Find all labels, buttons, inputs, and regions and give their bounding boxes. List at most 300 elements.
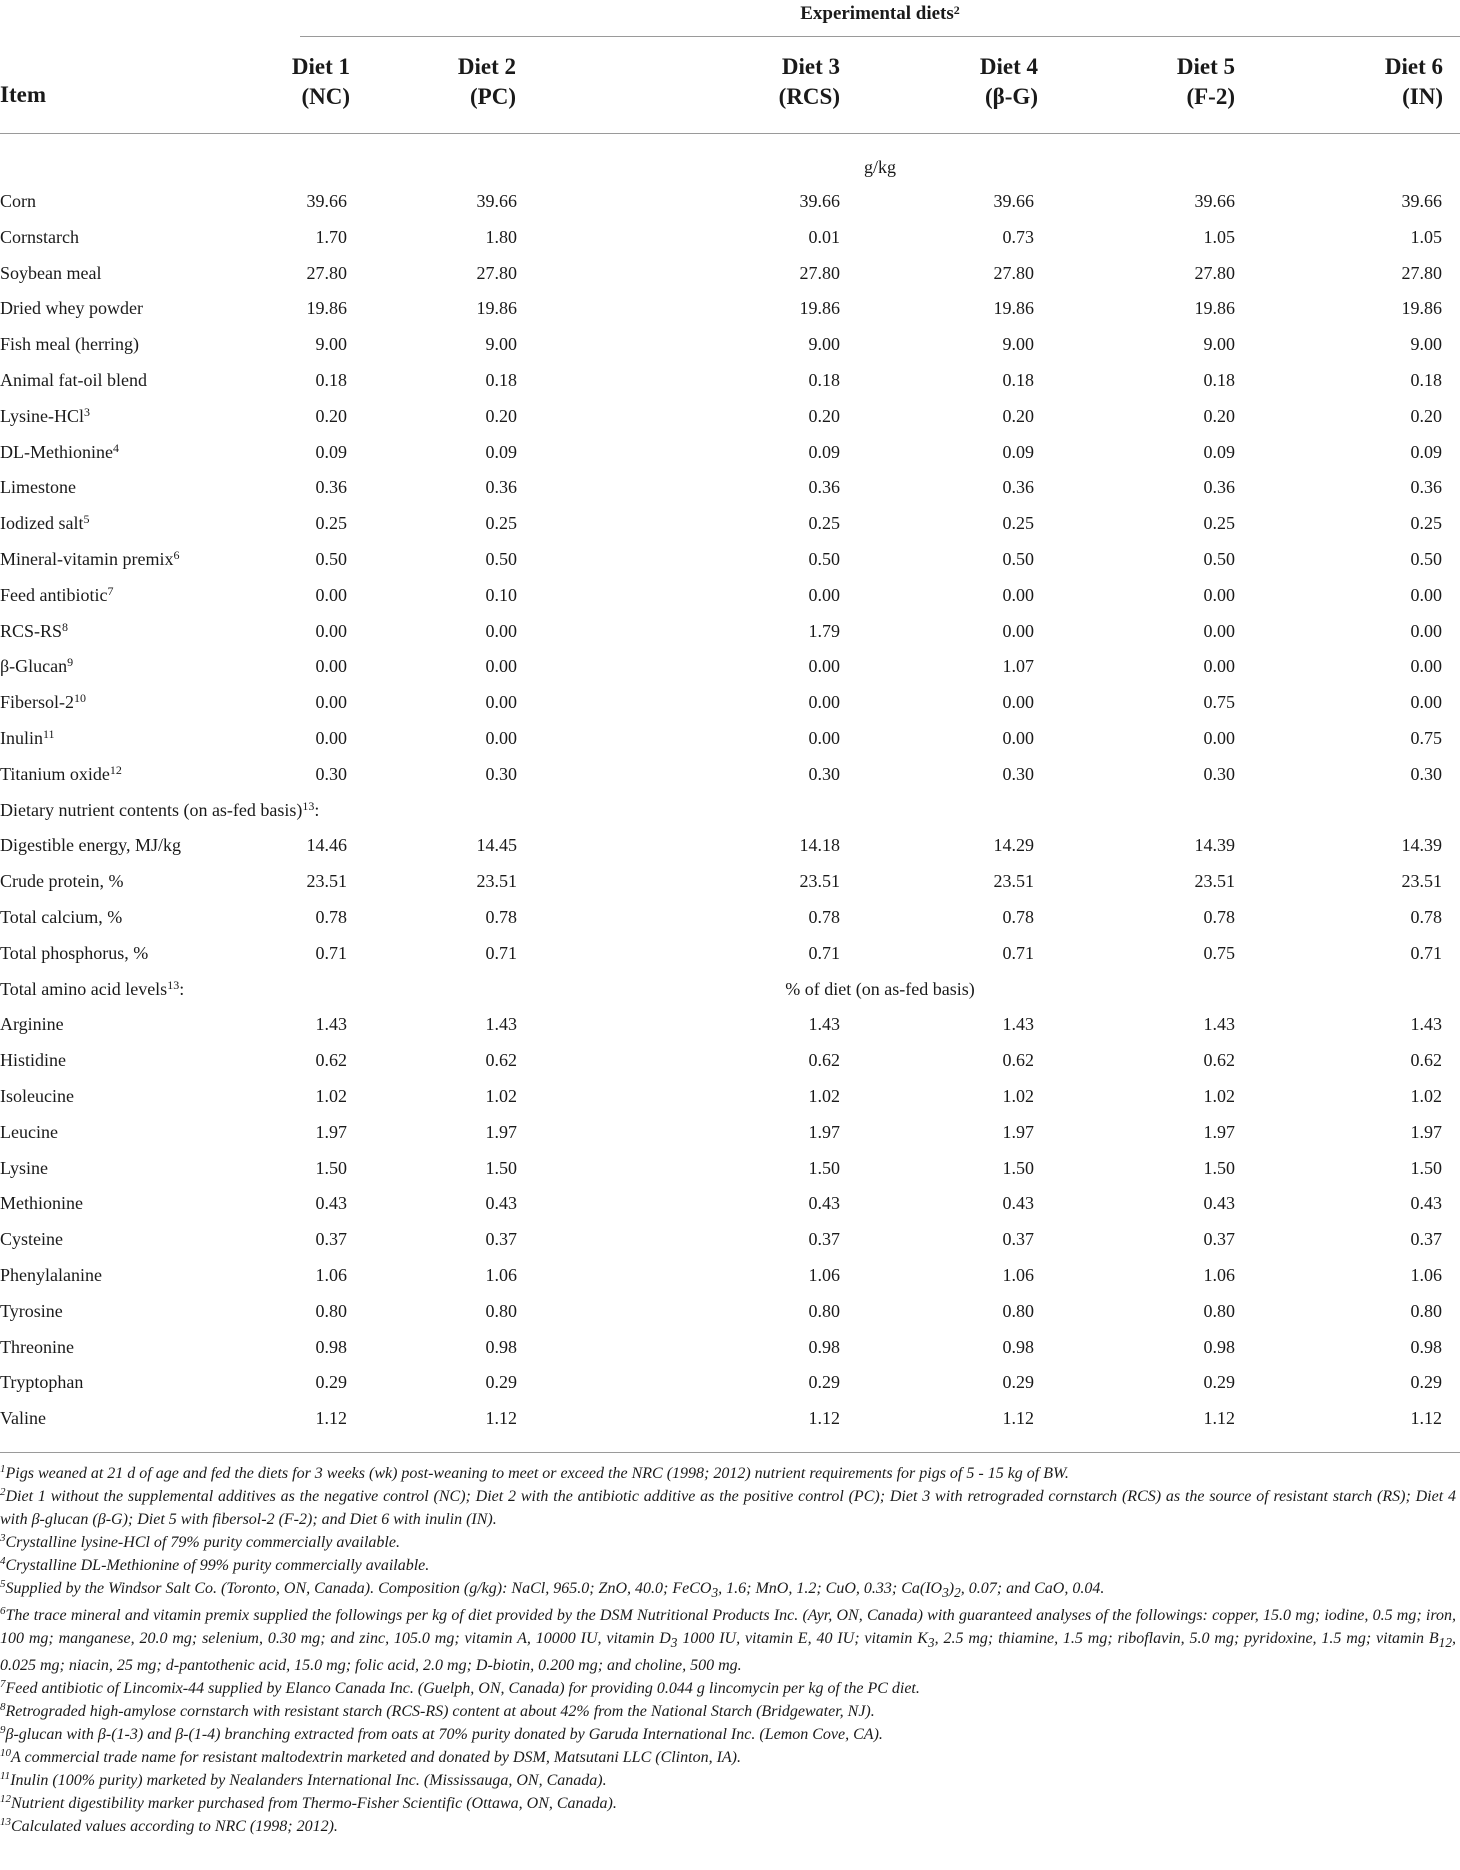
row-label	[0, 1294, 63, 1330]
table-cell: 23.51	[1401, 871, 1442, 892]
table-row	[0, 828, 1460, 864]
table-cell: 0.00	[1203, 656, 1235, 677]
table-cell: 1.02	[1410, 1085, 1442, 1106]
table-cell: 0.00	[315, 620, 347, 641]
table-cell: 0.25	[1002, 513, 1034, 534]
table-row	[0, 399, 1460, 435]
row-label	[0, 363, 147, 399]
footnote-text: Supplied by the Windsor Salt Co. (Toronto, ON, Canada). Composition (g/kg): NaCl, 965.0; ZnO, 40.0; FeCO	[5, 1580, 712, 1597]
table-cell: 0.01	[808, 226, 840, 247]
table-cell: 1.12	[1203, 1408, 1235, 1429]
table-cell: 0.50	[315, 548, 347, 569]
footnote	[0, 1700, 1456, 1723]
diet-column-title: Diet 3	[781, 54, 840, 79]
footnote-marker: 3	[84, 404, 90, 419]
table-cell: 1.43	[1002, 1014, 1034, 1035]
table-cell: 39.66	[476, 191, 517, 211]
table-cell: 0.36	[808, 477, 840, 498]
table-cell: 0.50	[1410, 548, 1442, 569]
table-cell: 39.66	[799, 191, 840, 211]
table-cell: 0.43	[1203, 1193, 1235, 1214]
table-cell: 0.98	[485, 1336, 517, 1357]
item-column-header: Item	[0, 82, 46, 107]
table-row	[0, 1401, 1460, 1437]
footnote-text: The trace mineral and vitamin premix supplied the followings per kg of diet provided by the DSM Nutritional Products Inc. (Ayr, ON, Canada) with guaranteed analyses of the followings: copper, 15.0 mg; iodine, 0.5 mg; iron, 100 mg; manganese, 20.0 mg; selenium, 0.30 mg; and zinc, 105.0 mg; vitamin A, 10000 IU, vitamin D	[0, 1607, 1456, 1648]
section-header-row	[0, 793, 1460, 829]
table-cell: 0.10	[485, 584, 517, 605]
footnote-subscript: 3	[711, 1585, 719, 1601]
table-cell: 0.25	[808, 513, 840, 534]
diet-column-title: Diet 2	[457, 54, 516, 79]
table-row	[0, 1115, 1460, 1151]
table-cell: 0.20	[1002, 405, 1034, 426]
table-cell: 1.97	[808, 1121, 840, 1142]
table-cell: 0.43	[1410, 1193, 1442, 1214]
row-label	[0, 1186, 83, 1222]
row-label	[0, 936, 148, 972]
table-cell: 0.73	[1002, 226, 1034, 247]
table-cell: 19.86	[799, 298, 840, 319]
column-header-row	[0, 52, 1460, 120]
table-cell: 23.51	[476, 871, 517, 892]
table-row	[0, 291, 1460, 327]
table-cell: 0.00	[1002, 692, 1034, 713]
footnote-number: 6	[0, 1605, 6, 1618]
row-label	[0, 327, 139, 363]
table-cell: 39.66	[306, 191, 347, 211]
row-label-text: Cysteine	[0, 1229, 63, 1250]
table-cell: 0.18	[1410, 369, 1442, 390]
table-cell: 1.50	[485, 1157, 517, 1178]
table-cell: 0.37	[315, 1229, 347, 1250]
table-cell: 0.30	[1410, 763, 1442, 784]
table-cell: 0.37	[1410, 1229, 1442, 1250]
row-label-text: Total amino acid levels	[0, 978, 168, 999]
table-cell: 39.66	[1401, 191, 1442, 211]
row-label	[0, 1079, 74, 1115]
table-cell: 0.30	[315, 763, 347, 784]
footnote	[0, 1577, 1456, 1604]
table-cell: 14.46	[306, 835, 347, 856]
table-cell: 0.18	[1203, 369, 1235, 390]
table-cell: 0.50	[1203, 548, 1235, 569]
row-label	[0, 542, 179, 578]
footnote-marker: 4	[112, 440, 119, 455]
footnotes	[0, 1462, 1456, 1838]
row-label	[0, 1222, 63, 1258]
table-cell: 1.06	[1002, 1264, 1034, 1285]
table-cell: 0.80	[315, 1300, 347, 1321]
table-cell: 23.51	[306, 871, 347, 892]
table-row	[0, 363, 1460, 399]
table-cell: 0.09	[485, 441, 517, 462]
table-cell: 0.00	[315, 727, 347, 748]
footnote-subscript: 3	[927, 1635, 935, 1651]
table-cell: 1.06	[1410, 1264, 1442, 1285]
row-label	[0, 828, 181, 864]
table-cell: 0.43	[1002, 1193, 1034, 1214]
table-cell: 1.80	[485, 226, 517, 247]
diet-column-title: Diet 1	[291, 54, 350, 79]
footnote-text: , 1.6; MnO, 1.2; CuO, 0.33; Ca(IO	[718, 1580, 943, 1597]
table-cell: 0.75	[1410, 727, 1442, 748]
unit-label: % of diet (on as-fed basis)	[785, 978, 975, 999]
table-cell: 0.29	[1410, 1372, 1442, 1393]
table-cell: 0.50	[808, 548, 840, 569]
table-cell: 1.02	[1002, 1085, 1034, 1106]
row-label-text: Lysine	[0, 1157, 48, 1178]
footnote	[0, 1746, 1456, 1769]
table-cell: 0.00	[1410, 656, 1442, 677]
section-header-row	[0, 972, 1460, 1008]
diet-column-abbreviation: (RCS)	[778, 84, 840, 109]
table-cell: 1.12	[1410, 1408, 1442, 1429]
footnote-text: Feed antibiotic of Lincomix-44 supplied by Elanco Canada Inc. (Guelph, ON, Canada) for providing 0.044 g lincomycin per kg of the PC diet.	[5, 1680, 920, 1698]
table-row	[0, 542, 1460, 578]
footnote-text: Calculated values according to NRC (1998; 2012).	[11, 1818, 338, 1836]
table-cell: 0.18	[1002, 369, 1034, 390]
table-cell: 0.75	[1203, 942, 1235, 963]
table-row	[0, 220, 1460, 256]
table-cell: 0.09	[808, 441, 840, 462]
row-label	[0, 649, 73, 685]
table-cell: 1.06	[1203, 1264, 1235, 1285]
row-label-text: Total phosphorus, %	[0, 942, 149, 963]
table-cell: 0.78	[1203, 906, 1235, 927]
table-cell: 23.51	[1194, 871, 1235, 892]
footnote-marker: 7	[107, 583, 114, 598]
row-label-text: DL-Methionine	[0, 441, 113, 462]
table-cell: 1.06	[808, 1264, 840, 1285]
table-cell: 9.00	[1410, 334, 1442, 355]
table-cell: 0.78	[808, 906, 840, 927]
table-cell: 0.71	[808, 942, 840, 963]
table-cell: 1.97	[485, 1121, 517, 1142]
table-cell: 0.98	[808, 1336, 840, 1357]
row-label-text: Tyrosine	[0, 1300, 63, 1321]
footnote-number: 10	[0, 1747, 11, 1760]
table-cell: 0.09	[1203, 441, 1235, 462]
table-cell: 0.62	[1002, 1050, 1034, 1071]
table-cell: 0.20	[808, 405, 840, 426]
table-cell: 19.86	[993, 298, 1034, 319]
row-label-text: Lysine-HCl	[0, 405, 84, 426]
table-cell: 0.18	[808, 369, 840, 390]
table-cell: 0.37	[1203, 1229, 1235, 1250]
diet-column-header	[700, 52, 840, 112]
table-cell: 0.00	[315, 584, 347, 605]
table-cell: 0.71	[485, 942, 517, 963]
table-cell: 14.45	[476, 835, 517, 856]
table-row	[0, 184, 1460, 220]
unit-row	[0, 152, 1460, 182]
footnote-marker: 9	[67, 655, 74, 670]
table-cell: 27.80	[993, 262, 1034, 283]
row-label	[0, 900, 122, 936]
table-cell: 0.80	[485, 1300, 517, 1321]
footnote-number: 7	[0, 1678, 6, 1691]
row-label-text: Iodized salt	[0, 513, 84, 534]
table-cell: 0.00	[1002, 727, 1034, 748]
table-cell: 0.20	[485, 405, 517, 426]
table-cell: 1.12	[315, 1408, 347, 1429]
footnote-text: , 0.07; and CaO, 0.04.	[960, 1580, 1105, 1597]
row-label	[0, 1401, 46, 1437]
diet-column-header	[898, 52, 1038, 112]
footnote-number: 5	[0, 1578, 6, 1590]
table-cell: 0.80	[808, 1300, 840, 1321]
row-label-text: Mineral-vitamin premix	[0, 548, 174, 569]
table-cell: 1.12	[1002, 1408, 1034, 1429]
table-cell: 23.51	[993, 871, 1034, 892]
table-cell: 1.12	[485, 1408, 517, 1429]
footnote	[0, 1677, 1456, 1700]
table-cell: 9.00	[1002, 334, 1034, 355]
diet-column-abbreviation: (IN)	[1402, 84, 1443, 109]
footnote	[0, 1462, 1456, 1485]
table-cell: 0.78	[315, 906, 347, 927]
table-cell: 0.62	[315, 1050, 347, 1071]
row-label-text: Methionine	[0, 1193, 83, 1214]
diet-column-header	[1095, 52, 1235, 112]
row-label-text: β-Glucan	[0, 656, 68, 677]
row-label-text: Fish meal (herring)	[0, 334, 139, 355]
table-row	[0, 649, 1460, 685]
diet-column-title: Diet 4	[979, 54, 1038, 79]
table-cell: 1.97	[1410, 1121, 1442, 1142]
table-cell: 1.50	[808, 1157, 840, 1178]
table-cell: 0.37	[485, 1229, 517, 1250]
table-cell: 27.80	[799, 262, 840, 283]
table-cell: 23.51	[799, 871, 840, 892]
table-row	[0, 578, 1460, 614]
group-header-footnote-marker: 2	[953, 3, 960, 17]
footnote-subscript: 3	[670, 1635, 678, 1651]
footnote-text: Retrograded high-amylose cornstarch with resistant starch (RCS-RS) content at about 42% from the National Starch (Bridgewater, NJ).	[5, 1703, 875, 1721]
table-cell: 0.62	[808, 1050, 840, 1071]
table-cell: 39.66	[1194, 191, 1235, 211]
table-cell: 0.98	[1410, 1336, 1442, 1357]
table-cell: 0.80	[1410, 1300, 1442, 1321]
row-label	[0, 220, 79, 256]
footnote	[0, 1554, 1456, 1577]
table-cell: 0.36	[315, 477, 347, 498]
diet-column-header	[1303, 52, 1443, 112]
row-label-text: Inulin	[0, 727, 43, 748]
row-label	[0, 184, 36, 220]
table-cell: 14.18	[799, 835, 840, 856]
footnote-marker: 10	[74, 691, 86, 706]
footnote-text: Inulin (100% purity) marketed by Nealanders International Inc. (Mississauga, ON, Canada).	[10, 1772, 607, 1790]
row-label	[0, 864, 123, 900]
table-cell: 0.30	[485, 763, 517, 784]
table-cell: 0.00	[485, 727, 517, 748]
table-cell: 1.02	[315, 1085, 347, 1106]
diet-column-abbreviation: (NC)	[301, 84, 350, 109]
footnote	[0, 1769, 1456, 1792]
row-label	[0, 1258, 102, 1294]
row-label	[0, 972, 184, 1008]
table-cell: 9.00	[808, 334, 840, 355]
table-cell: 19.86	[476, 298, 517, 319]
footnote	[0, 1723, 1456, 1746]
footnote-rule	[0, 1452, 1460, 1453]
row-label	[0, 721, 55, 757]
table-cell: 27.80	[476, 262, 517, 283]
row-label-text: Dietary nutrient contents (on as-fed basis)	[0, 799, 303, 820]
table-cell: 0.37	[1002, 1229, 1034, 1250]
table-cell: 0.50	[1002, 548, 1034, 569]
table-row	[0, 1222, 1460, 1258]
diet-column-title: Diet 6	[1384, 54, 1443, 79]
diet-column-title: Diet 5	[1176, 54, 1235, 79]
row-label	[0, 757, 122, 793]
diet-column-abbreviation: (F-2)	[1186, 84, 1235, 109]
table-cell: 0.78	[1002, 906, 1034, 927]
table-cell: 1.43	[808, 1014, 840, 1035]
row-label-suffix: :	[179, 978, 185, 999]
unit-label: g/kg	[863, 157, 896, 177]
footnote-text: , 2.5 mg; thiamine, 1.5 mg; riboflavin, 5.0 mg; pyridoxine, 1.5 mg; vitamin B	[934, 1630, 1439, 1648]
table-cell: 0.78	[1410, 906, 1442, 927]
table-cell: 0.00	[1203, 727, 1235, 748]
table-cell: 9.00	[315, 334, 347, 355]
table-cell: 0.80	[1203, 1300, 1235, 1321]
table-row	[0, 1079, 1460, 1115]
footnote-text: 1000 IU, vitamin E, 40 IU; vitamin K	[677, 1630, 928, 1648]
table-cell: 19.86	[1194, 298, 1235, 319]
row-label-text: Threonine	[0, 1336, 74, 1357]
table-cell: 0.78	[485, 906, 517, 927]
table-cell: 1.70	[315, 226, 347, 247]
group-header	[300, 0, 1460, 32]
table-row	[0, 936, 1460, 972]
table-row	[0, 685, 1460, 721]
table-row	[0, 1365, 1460, 1401]
footnote-subscript: 2	[954, 1585, 961, 1601]
diet-column-abbreviation: (PC)	[470, 84, 516, 109]
table-row	[0, 864, 1460, 900]
table-cell: 0.98	[315, 1336, 347, 1357]
table-row	[0, 1186, 1460, 1222]
table-cell: 0.20	[315, 405, 347, 426]
table-cell: 0.75	[1203, 692, 1235, 713]
table-cell: 0.20	[1410, 405, 1442, 426]
footnote-text: Crystalline lysine-HCl of 79% purity commercially available.	[5, 1534, 400, 1551]
row-label-text: Feed antibiotic	[0, 584, 108, 605]
table-cell: 1.02	[1203, 1085, 1235, 1106]
row-label-text: Leucine	[0, 1121, 58, 1142]
table-cell: 1.43	[1203, 1014, 1235, 1035]
table-cell: 0.36	[485, 477, 517, 498]
table-cell: 0.30	[1002, 763, 1034, 784]
table-cell: 0.30	[1203, 763, 1235, 784]
table-cell: 1.50	[1203, 1157, 1235, 1178]
table-row	[0, 1258, 1460, 1294]
table-row	[0, 614, 1460, 650]
table-cell: 1.79	[808, 620, 840, 641]
table-cell: 0.00	[1410, 584, 1442, 605]
row-label	[0, 685, 86, 721]
row-label-text: Tryptophan	[0, 1372, 84, 1393]
footnote-text: A commercial trade name for resistant maltodextrin marketed and donated by DSM, Matsutani LLC (Clinton, IA).	[11, 1749, 741, 1767]
table-cell: 0.80	[1002, 1300, 1034, 1321]
table-cell: 0.00	[1203, 584, 1235, 605]
table-cell: 0.29	[485, 1372, 517, 1393]
row-label-text: Total calcium, %	[0, 906, 123, 927]
row-label	[0, 399, 90, 435]
row-label-text: Soybean meal	[0, 262, 102, 283]
table-cell: 14.39	[1194, 835, 1235, 856]
table-cell: 1.97	[1002, 1121, 1034, 1142]
table-row	[0, 900, 1460, 936]
row-label	[0, 614, 68, 650]
table-cell: 0.71	[1002, 942, 1034, 963]
table-row	[0, 1007, 1460, 1043]
row-label-text: Titanium oxide	[0, 763, 110, 784]
footnote-text: Diet 1 without the supplemental additives as the negative control (NC); Diet 2 with the antibiotic additive as the positive control (PC); Diet 3 with retrograded cornstarch (RCS) as the source of resistant starch (RS); Diet 4 with β-glucan (β-G); Diet 5 with fibersol-2 (F-2); and Diet 6 with inulin (IN).	[0, 1488, 1456, 1528]
table-cell: 1.43	[315, 1014, 347, 1035]
table-row	[0, 327, 1460, 363]
table-cell: 0.29	[1203, 1372, 1235, 1393]
table-cell: 0.00	[1410, 692, 1442, 713]
table-cell: 1.05	[1203, 226, 1235, 247]
table-cell: 1.05	[1410, 226, 1442, 247]
table-cell: 0.98	[1002, 1336, 1034, 1357]
table-cell: 14.39	[1401, 835, 1442, 856]
table-cell: 0.43	[485, 1193, 517, 1214]
row-label-text: Isoleucine	[0, 1085, 74, 1106]
table-cell: 0.25	[1410, 513, 1442, 534]
row-label	[0, 506, 89, 542]
table-cell: 0.00	[485, 692, 517, 713]
row-label	[0, 1365, 83, 1401]
footnote-number: 8	[0, 1701, 6, 1714]
table-cell: 0.09	[1002, 441, 1034, 462]
footnote-number: 12	[0, 1793, 11, 1806]
footnote-number: 13	[0, 1816, 11, 1829]
footnote-text: Crystalline DL-Methionine of 99% purity commercially available.	[5, 1557, 430, 1574]
footnote	[0, 1792, 1456, 1815]
row-label	[0, 291, 143, 327]
table-cell: 39.66	[993, 191, 1034, 211]
footnote-marker: 11	[43, 726, 55, 741]
table-cell: 0.25	[485, 513, 517, 534]
table-cell: 0.43	[315, 1193, 347, 1214]
diet-column-header	[376, 52, 516, 112]
footnote	[0, 1815, 1456, 1838]
row-label	[0, 256, 101, 292]
footnote-marker: 13	[302, 798, 315, 813]
footnote-marker: 5	[83, 512, 90, 527]
table-cell: 19.86	[1401, 298, 1442, 319]
row-label	[0, 1151, 48, 1187]
footnote-number: 4	[0, 1555, 6, 1567]
table-cell: 0.30	[808, 763, 840, 784]
table-cell: 0.00	[1203, 620, 1235, 641]
table-cell: 0.00	[808, 727, 840, 748]
row-label-text: Crude protein, %	[0, 871, 124, 892]
group-header-rule	[300, 36, 1460, 37]
table-row	[0, 1330, 1460, 1366]
header-rule	[0, 133, 1460, 134]
row-label-text: Histidine	[0, 1050, 66, 1071]
table-cell: 9.00	[1203, 334, 1235, 355]
footnote-text: Pigs weaned at 21 d of age and fed the diets for 3 weeks (wk) post-weaning to meet or exceed the NRC (1998; 2012) nutrient requirements for pigs of 5 - 15 kg of BW.	[5, 1465, 1069, 1482]
row-label-text: Fibersol-2	[0, 692, 74, 713]
table-cell: 1.06	[315, 1264, 347, 1285]
table-cell: 19.86	[306, 298, 347, 319]
